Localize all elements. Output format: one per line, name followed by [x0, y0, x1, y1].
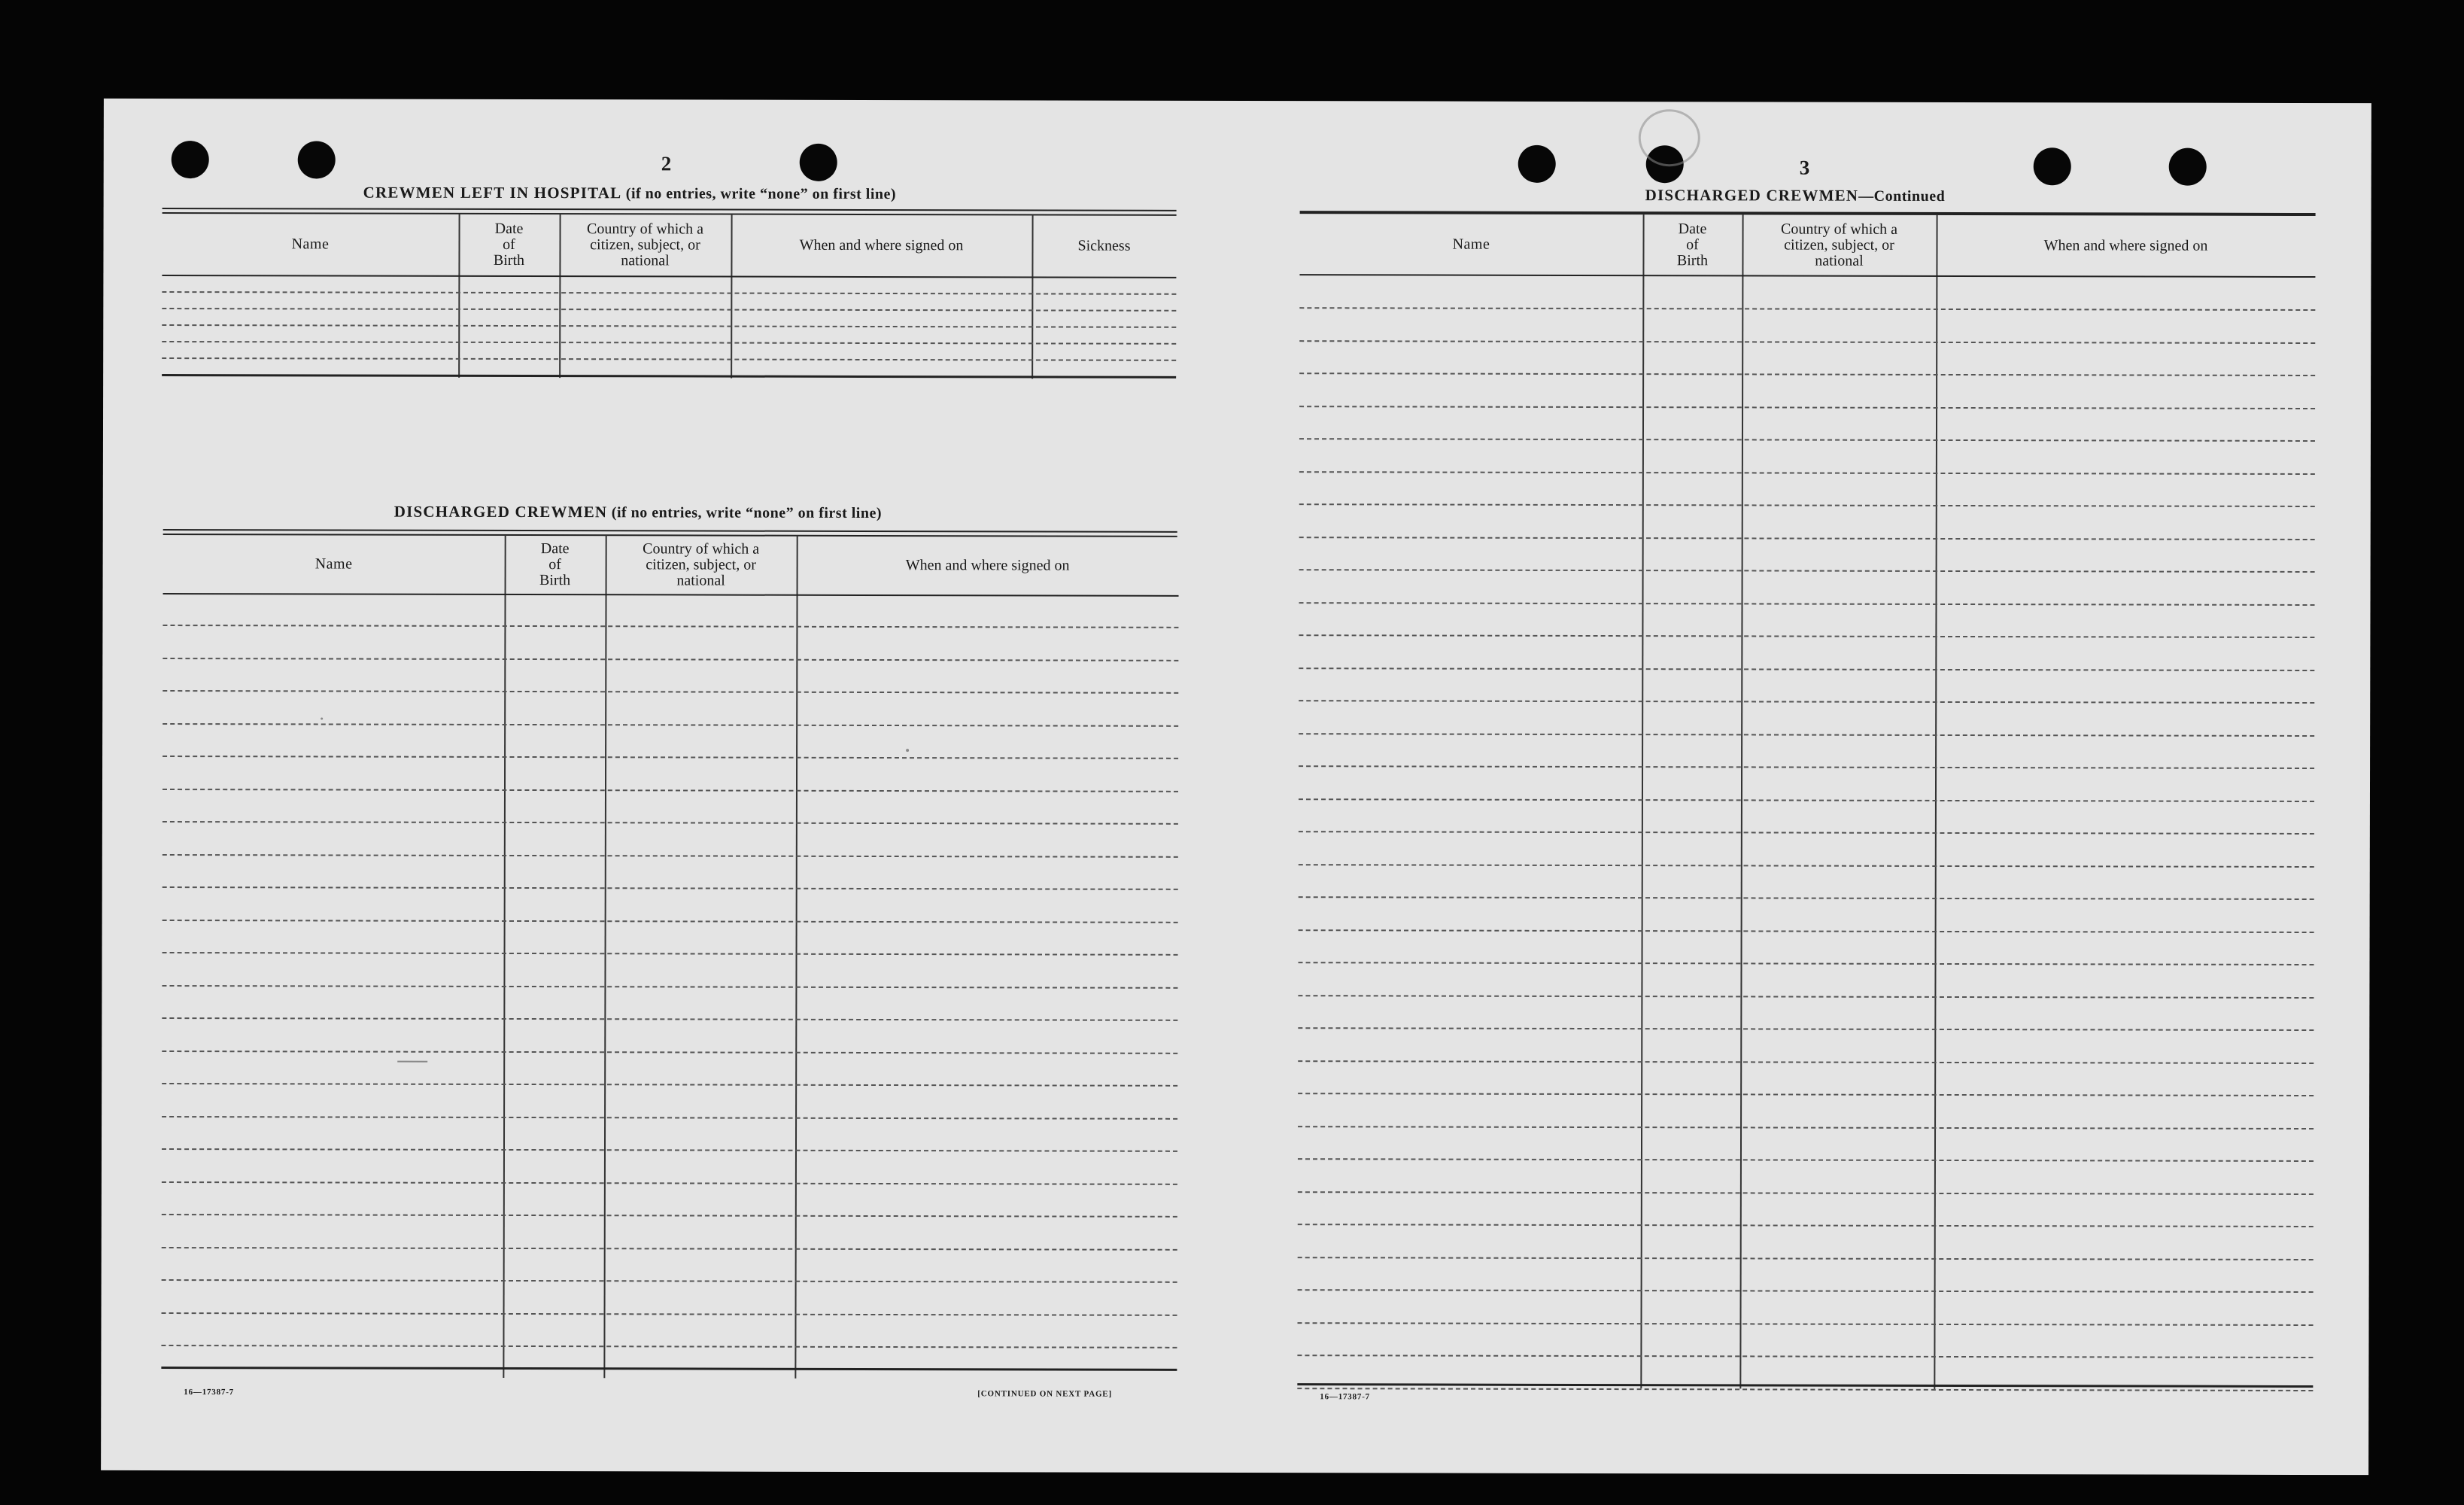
entry-line	[1297, 1354, 2313, 1358]
col-header-country: Country of which a citizen, subject, or national	[643, 540, 760, 589]
entry-line	[163, 625, 1178, 628]
entry-line	[162, 1116, 1177, 1120]
entry-line	[163, 658, 1178, 661]
entry-line	[1298, 1027, 2314, 1031]
entry-line	[1297, 1388, 2313, 1391]
entry-line	[162, 1279, 1177, 1283]
divider-rule	[163, 529, 1177, 533]
entry-line	[1299, 406, 2315, 409]
entry-line	[1299, 798, 2314, 802]
paper-speck	[397, 1061, 427, 1063]
entry-line	[163, 690, 1178, 694]
entry-line	[1299, 700, 2314, 704]
col-header-country: Country of which a citizen, subject, or national	[587, 220, 704, 269]
entry-line	[1299, 765, 2314, 769]
entry-line	[1298, 1158, 2314, 1162]
entry-line	[163, 723, 1178, 727]
entry-line	[1299, 929, 2314, 933]
column-divider	[603, 535, 606, 1378]
discharged-continued-title: DISCHARGED CREWMEN—Continued	[1645, 186, 1946, 205]
entry-line	[163, 789, 1178, 792]
table-bottom-rule	[161, 1367, 1177, 1371]
entry-line	[162, 1247, 1177, 1251]
entry-line	[163, 756, 1178, 759]
discharged-section-title: DISCHARGED CREWMEN (if no entries, write “none” on first line)	[393, 502, 883, 522]
col-header-signed-on: When and where signed on	[799, 236, 964, 254]
page-number-right: 3	[1799, 156, 1811, 179]
entry-line	[1298, 1126, 2314, 1130]
page-number-left: 2	[661, 152, 673, 175]
entry-line	[1299, 340, 2315, 344]
entry-line	[162, 1083, 1177, 1087]
entry-line	[1298, 1060, 2314, 1064]
paper-speck	[906, 749, 909, 752]
entry-line	[1298, 1322, 2314, 1326]
discharged-table-left	[161, 534, 1178, 1379]
col-header-signed-on: When and where signed on	[2043, 236, 2208, 254]
form-sheet	[101, 99, 2371, 1475]
col-header-name: Name	[291, 235, 330, 252]
punch-hole	[1518, 145, 1556, 183]
entry-line	[162, 324, 1176, 328]
entry-line	[1299, 962, 2314, 965]
punch-hole	[298, 141, 336, 178]
col-header-name: Name	[314, 555, 353, 573]
entry-line	[1299, 307, 2315, 311]
entry-line	[162, 985, 1177, 989]
form-number-right: 16—17387-7	[1320, 1392, 1370, 1402]
paper-speck	[321, 717, 323, 719]
entry-line	[161, 1345, 1177, 1348]
hospital-section-title: CREWMEN LEFT IN HOSPITAL (if no entries, write “none” on first line)	[363, 183, 897, 203]
col-header-date-of-birth: Date of Birth	[1676, 220, 1709, 269]
entry-line	[1298, 1289, 2314, 1293]
discharged-table-right	[1297, 214, 2315, 1390]
entry-line	[1298, 1257, 2314, 1260]
entry-line	[1299, 537, 2315, 540]
column-divider	[794, 536, 798, 1379]
entry-line	[163, 821, 1178, 825]
entry-line	[1299, 503, 2315, 507]
column-divider	[1640, 214, 1644, 1388]
entry-line	[163, 952, 1178, 956]
entry-line	[162, 1214, 1177, 1218]
entry-line	[1299, 372, 2315, 376]
entry-line	[1299, 896, 2314, 900]
entry-line	[162, 291, 1176, 295]
entry-line	[1298, 1093, 2314, 1096]
entry-line	[162, 1181, 1177, 1185]
col-header-signed-on: When and where signed on	[905, 556, 1070, 574]
col-header-name: Name	[1452, 236, 1490, 253]
punch-hole	[2034, 147, 2071, 185]
entry-line	[162, 1017, 1177, 1021]
punch-hole	[172, 141, 209, 178]
hospital-table	[162, 213, 1176, 379]
punch-hole	[2169, 148, 2207, 186]
entry-line	[1299, 471, 2315, 475]
col-header-date-of-birth: Date of Birth	[493, 220, 525, 269]
faint-stamp-mark	[1639, 109, 1700, 166]
entry-line	[162, 1050, 1177, 1054]
entry-line	[1299, 864, 2314, 868]
divider-rule	[163, 208, 1177, 211]
column-divider	[1934, 215, 1937, 1389]
column-divider	[1739, 214, 1743, 1388]
col-header-country: Country of which a citizen, subject, or national	[1781, 220, 1898, 269]
entry-line	[162, 341, 1176, 345]
column-divider	[503, 535, 506, 1378]
punch-hole	[800, 144, 837, 181]
entry-line	[162, 1312, 1177, 1316]
entry-line	[162, 357, 1176, 361]
entry-line	[1299, 569, 2315, 573]
entry-line	[1299, 667, 2314, 671]
table-bottom-rule	[162, 374, 1176, 379]
col-header-sickness: Sickness	[1077, 237, 1131, 254]
entry-line	[162, 308, 1176, 312]
entry-line	[163, 886, 1178, 890]
entry-line	[1299, 831, 2314, 835]
form-number-left: 16—17387-7	[184, 1388, 234, 1397]
entry-line	[163, 920, 1178, 923]
col-header-date-of-birth: Date of Birth	[539, 540, 571, 588]
entry-line	[162, 1148, 1177, 1152]
entry-line	[1299, 602, 2315, 606]
entry-line	[1298, 995, 2314, 999]
entry-line	[163, 854, 1178, 858]
entry-line	[1298, 1191, 2314, 1195]
entry-line	[1299, 438, 2315, 442]
entry-line	[1299, 634, 2314, 638]
continued-note: [CONTINUED ON NEXT PAGE]	[977, 1389, 1112, 1399]
entry-line	[1298, 1224, 2314, 1227]
entry-line	[1299, 733, 2314, 737]
